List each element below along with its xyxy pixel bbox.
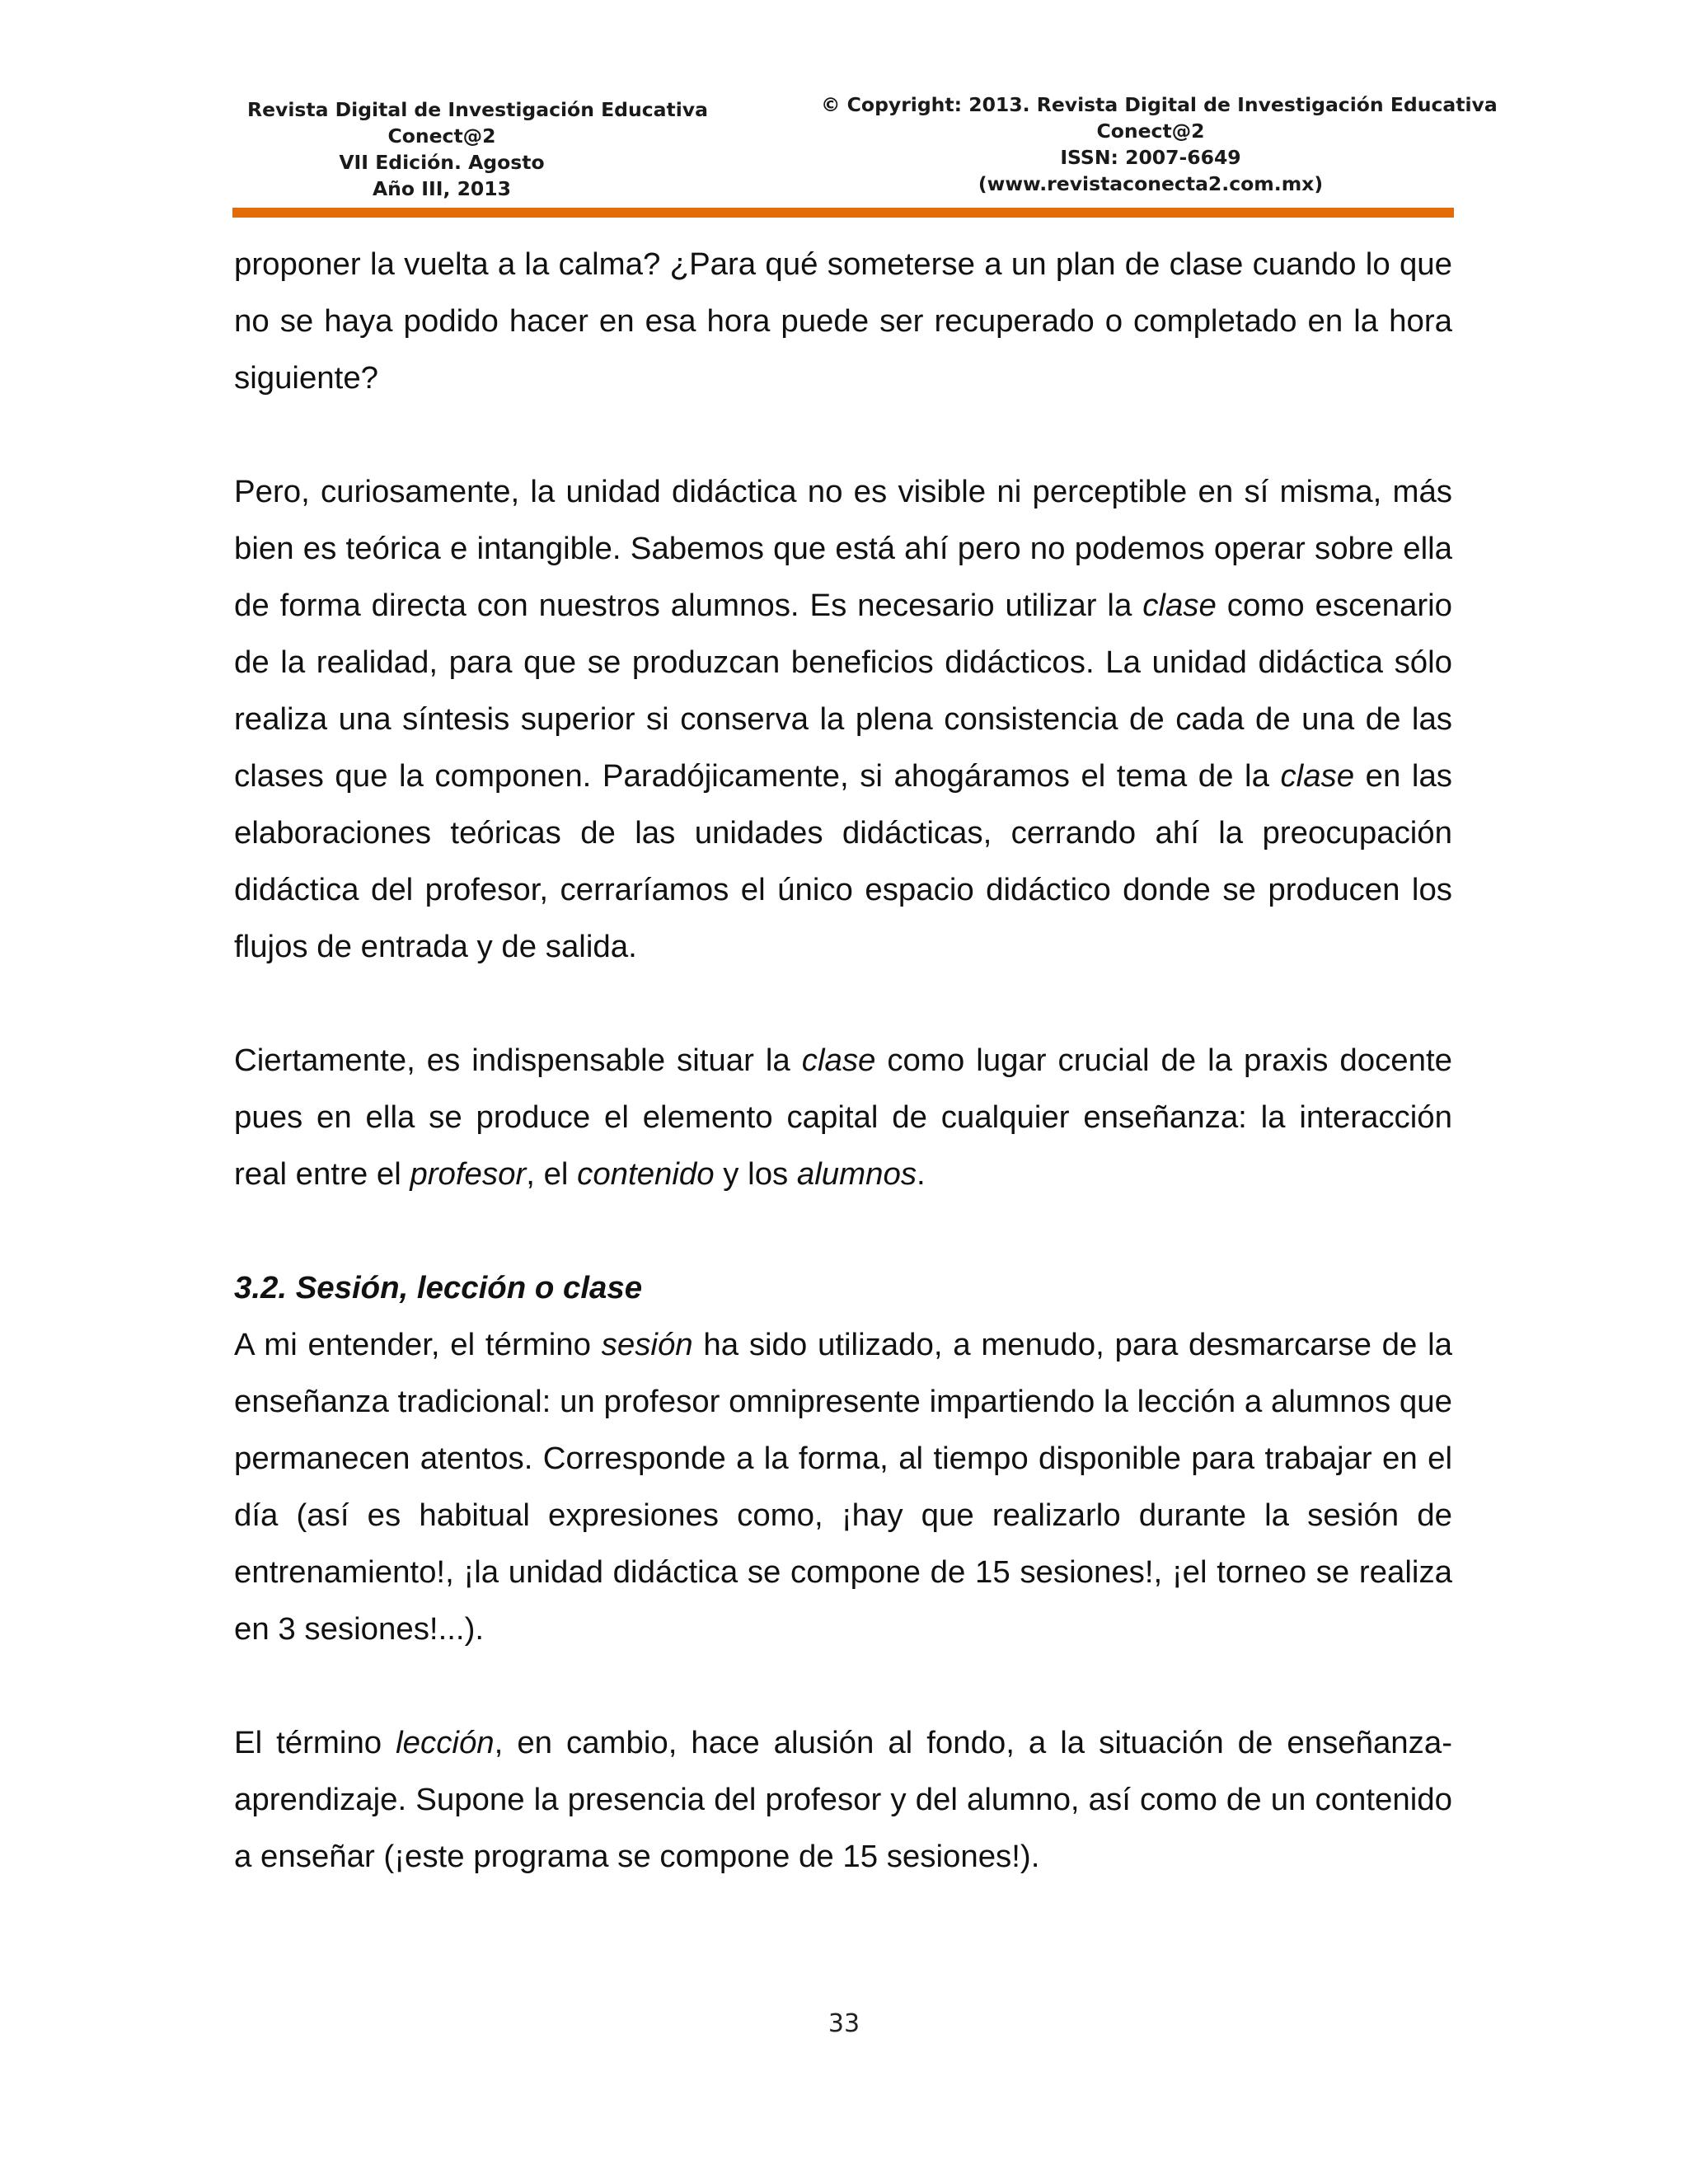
- emphasis-clase: clase: [1280, 758, 1355, 794]
- page-number: 33: [828, 2009, 860, 2038]
- article-body: [234, 236, 1452, 1885]
- section-heading: 3.2. Sesión, lección o clase: [234, 1270, 643, 1305]
- journal-name: Revista Digital de Investigación Educativa: [247, 98, 708, 121]
- paragraph-4: A mi entender, el término sesión ha sido utilizado, a menudo, para desmarcarse de la enseñanza tradicional: un profesor omnipresente impartiendo la lección a alumnos que permanecen atentos. Corresponde a la forma, al tiempo disponible para trabajar en el día (así es habitual expresiones como, ¡hay que realizarlo durante la sesión de entrenamiento!, ¡la unidad didáctica se compone de 15 sesiones!, ¡el torneo se realiza en 3 sesiones!...).: [234, 1327, 1452, 1647]
- emphasis-leccion: lección: [396, 1725, 495, 1760]
- journal-short-name-right: Conect@2: [1096, 120, 1205, 143]
- paragraph-1: proponer la vuelta a la calma? ¿Para qué someterse a un plan de clase cuando lo que no se haya podido hacer en esa hora puede ser recuperado o completado en la hora siguiente?: [234, 246, 1452, 396]
- journal-header-left: [247, 96, 708, 202]
- paragraph-3: Ciertamente, es indispensable situar la clase como lugar crucial de la praxis docente pues en ella se produce el elemento capital de cualquier enseñanza: la interacción real entre el profesor, el contenido y los alumnos.: [234, 1043, 1452, 1192]
- paragraph-2: Pero, curiosamente, la unidad didáctica no es visible ni perceptible en sí misma, más bien es teórica e intangible. Sabemos que está ahí pero no podemos operar sobre ella de forma directa con nuestros alumnos. Es necesario utilizar la clase como escenario de la realidad, para que se produzcan beneficios didácticos. La unidad didáctica sólo realiza una síntesis superior si conserva la plena consistencia de cada de una de las clases que la componen. Paradójicamente, si ahogáramos el tema de la clase en las elaboraciones teóricas de las unidades didácticas, cerrando ahí la preocupación didáctica del profesor, cerraríamos el único espacio didáctico donde se producen los flujos de entrada y de salida.: [234, 474, 1453, 964]
- copyright-line: © Copyright: 2013. Revista Digital de Investigación Educativa: [821, 93, 1498, 116]
- paragraph-5: El término lección, en cambio, hace alusión al fondo, a la situación de enseñanza-aprendizaje. Supone la presencia del profesor y del alumno, así como de un contenido a enseñar (¡este programa se compone de 15 sesiones!).: [234, 1725, 1452, 1874]
- issn: ISSN: 2007-6649: [1060, 146, 1241, 169]
- emphasis-clase: clase: [1142, 588, 1217, 623]
- emphasis-sesion: sesión: [601, 1327, 693, 1362]
- journal-short-name: Conect@2: [387, 124, 496, 148]
- year: Año III, 2013: [373, 177, 511, 200]
- journal-url: (www.revistaconecta2.com.mx): [978, 172, 1324, 195]
- emphasis-clase: clase: [801, 1043, 876, 1078]
- header-rule: [232, 208, 1454, 218]
- emphasis-contenido: contenido: [577, 1156, 715, 1192]
- edition: VII Edición. Agosto: [339, 151, 545, 174]
- emphasis-profesor: profesor: [410, 1156, 527, 1192]
- emphasis-alumnos: alumnos: [796, 1156, 917, 1192]
- journal-header-right: [821, 91, 1498, 197]
